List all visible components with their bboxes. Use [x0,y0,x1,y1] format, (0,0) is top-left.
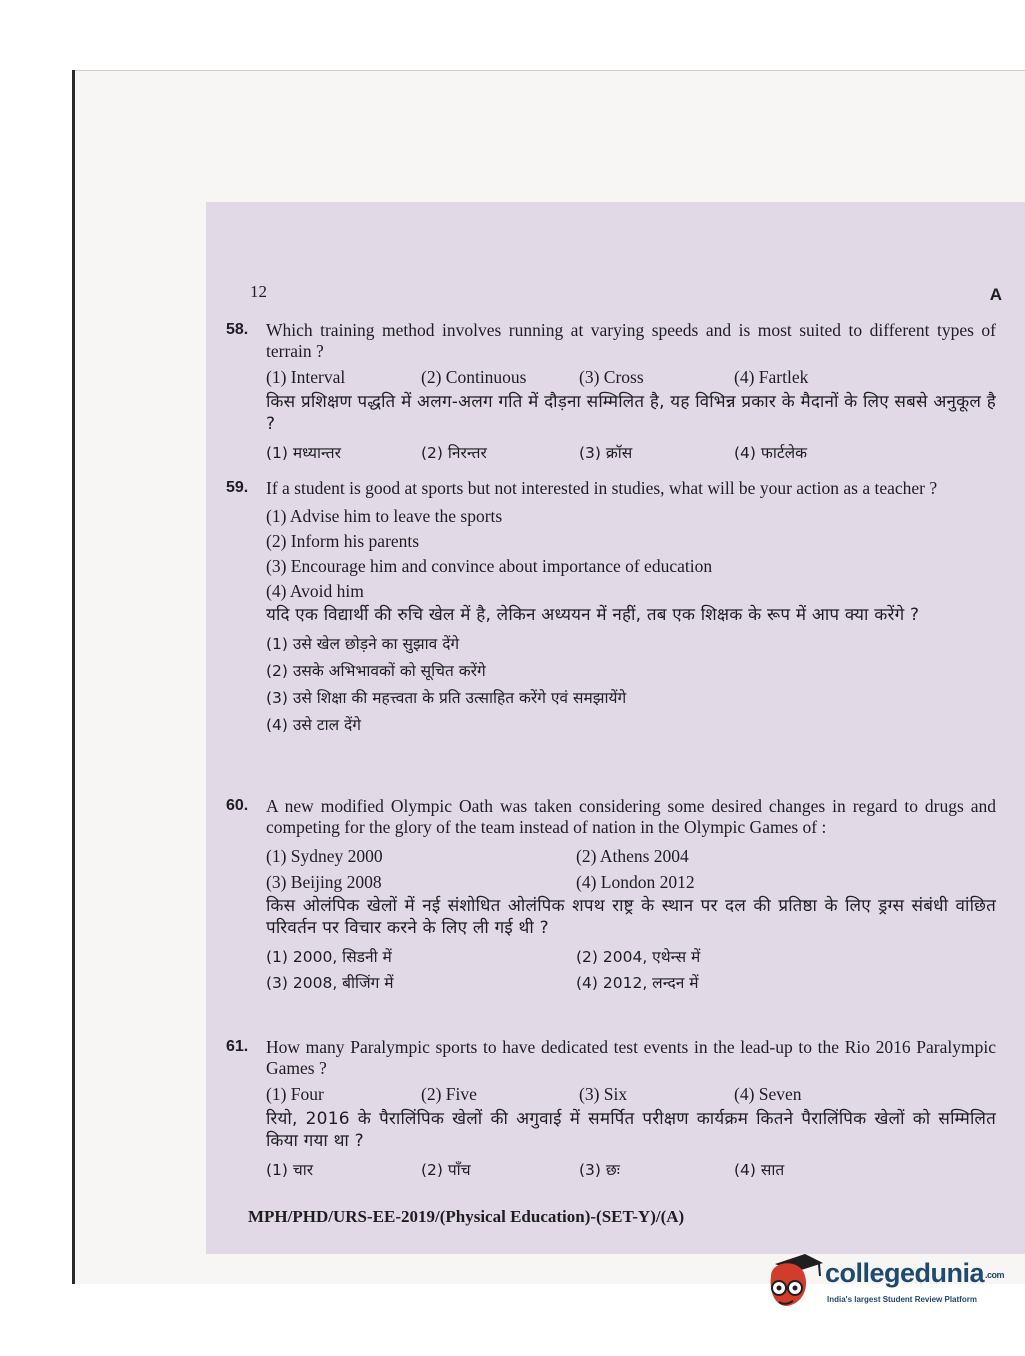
question-59 [226,478,996,739]
option: (3) 2008, बीजिंग में [266,974,394,992]
option: (2) Five [421,1084,477,1104]
options-en [266,1084,996,1106]
option: (4) 2012, लन्दन में [576,974,699,992]
option: (3) Encourage him and convince about importance of education [266,556,713,576]
option: (4) Seven [734,1084,802,1104]
logo-tagline: India's largest Student Review Platform [827,1295,977,1304]
question-text-en: How many Paralympic sports to have dedicated test events in the lead-up to the Rio 2016 Paralympic Games ? [266,1037,996,1078]
options-en-row [266,843,996,869]
set-letter: A [989,285,1002,304]
question-number: 60. [226,797,249,814]
scanned-page [75,71,1025,1284]
option: (2) निरन्तर [421,444,487,462]
option: (4) Avoid him [266,581,364,601]
question-60 [226,796,996,996]
option: (4) उसे टाल देंगे [266,716,362,734]
option: (1) मध्यान्तर [266,444,341,462]
question-number: 61. [226,1038,249,1055]
option: (2) पाँच [421,1161,471,1179]
option: (3) Beijing 2008 [266,872,382,892]
options-hi-row [266,944,996,970]
option: (3) छः [579,1161,620,1179]
question-number: 58. [226,321,249,338]
question-text-en: If a student is good at sports but not interested in studies, what will be your action as a teacher ? [266,478,938,498]
question-text-en: A new modified Olympic Oath was taken considering some desired changes in regard to drugs and competing for the glory of the team instead of nation in the Olympic Games of : [266,796,996,837]
option: (1) Advise him to leave the sports [266,506,503,526]
option: (3) क्रॉस [579,444,633,462]
options-hi-row [266,970,996,996]
option: (1) 2000, सिडनी में [266,948,392,966]
option: (4) Fartlek [734,367,809,387]
option: (4) सात [734,1161,785,1179]
question-61 [226,1037,996,1180]
options-hi [266,441,996,463]
page-number: 12 [250,282,267,301]
option: (1) Interval [266,367,346,387]
option: (4) फार्टलेक [734,444,808,462]
question-text-en: Which training method involves running at varying speeds and is most suited to different types of terrain ? [266,320,996,361]
option: (2) Athens 2004 [576,846,689,866]
option: (4) London 2012 [576,872,695,892]
exam-sheet [206,202,1025,1254]
options-en-row [266,869,996,895]
option: (3) Cross [579,367,644,387]
option: (3) उसे शिक्षा की महत्त्वता के प्रति उत्साहित करेंगे एवं समझायेंगे [266,689,627,707]
option: (1) Sydney 2000 [266,846,383,866]
question-number: 59. [226,479,249,496]
option: (2) Inform his parents [266,531,420,551]
question-58 [226,320,996,463]
logo-wordmark: collegedunia.com [825,1258,1005,1288]
exam-code-footer: MPH/PHD/URS-EE-2019/(Physical Education)-(SET-Y)/(A) [248,1207,685,1226]
option: (2) उसके अभिभावकों को सूचित करेंगे [266,662,486,680]
logo-suffix: .com [985,1269,1005,1280]
option: (3) Six [579,1084,628,1104]
question-text-hi: किस प्रशिक्षण पद्धति में अलग-अलग गति में दौड़ना सम्मिलित है, यह विभिन्न प्रकार के मैदानों के लिए सबसे अनुकूल है ? [266,392,996,434]
option: (2) Continuous [421,367,527,387]
options-hi [266,1158,996,1180]
option: (1) Four [266,1084,324,1104]
collegedunia-logo[interactable] [765,1248,1005,1318]
question-text-hi: रियो, 2016 के पैरालिंपिक खेलों की अगुवाई में समर्पित परीक्षण कार्यक्रम कितने पैरालिंपिक खेलों को सम्मिलित किया गया था ? [266,1109,996,1151]
option: (2) 2004, एथेन्स में [576,948,701,966]
mascot-icon [765,1250,825,1312]
option: (1) चार [266,1161,314,1179]
options-en [266,367,996,389]
question-text-hi: यदि एक विद्यार्थी की रुचि खेल में है, लेकिन अध्ययन में नहीं, तब एक शिक्षक के रूप में आप क्या करेंगे ? [266,605,920,625]
question-text-hi: किस ओलंपिक खेलों में नई संशोधित ओलंपिक शपथ राष्ट्र के स्थान पर दल की प्रतिष्ठा के लिए ड्रग्स संबंधी वांछित परिवर्तन पर विचार करने के लिए ली गई थी ? [266,896,996,938]
option: (1) उसे खेल छोड़ने का सुझाव देंगे [266,635,460,653]
